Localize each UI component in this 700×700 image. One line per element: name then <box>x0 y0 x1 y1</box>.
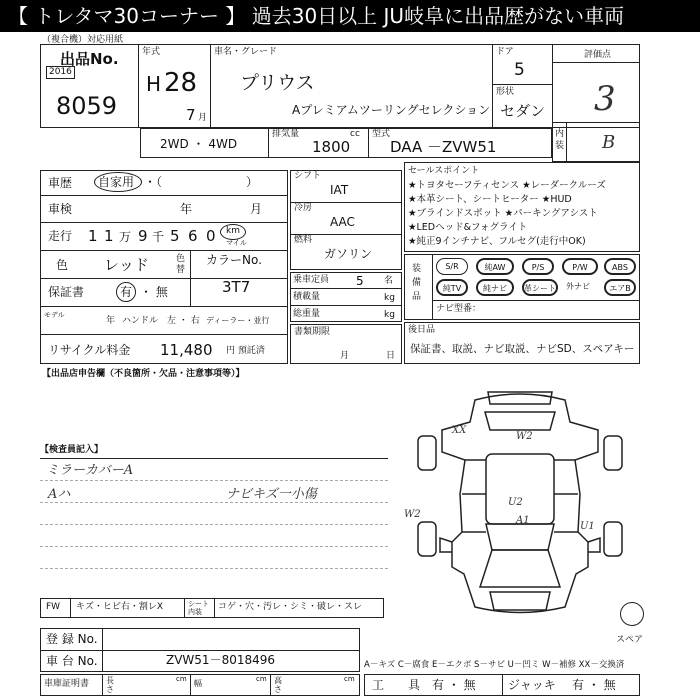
inspection-label: 車検 <box>48 202 73 216</box>
color-label: 色 <box>56 258 69 272</box>
tools-value: 有 ・ 無 <box>432 678 476 692</box>
history-label: 車歴 <box>48 176 73 190</box>
lot-number: 8059 <box>56 92 118 120</box>
drive-type: 2WD ・ 4WD <box>160 137 238 151</box>
model-code-label: 型式 <box>372 129 391 139</box>
diagram-mark-a1: A1 <box>516 515 530 526</box>
recycle-label: リサイクル料金 <box>48 343 131 357</box>
dim-height: 高さ <box>274 676 282 694</box>
mileage-d3: 9 <box>138 227 148 245</box>
lot-label: 出品No. <box>60 50 119 68</box>
chassis-label: 車 台 No. <box>46 654 98 668</box>
dealer-label: ディーラー・並行 <box>206 316 270 325</box>
sales-line-5: ★純正9インチナビ、フルセグ(走行中OK) <box>408 236 586 247</box>
model-change-year: 年 <box>106 316 116 326</box>
ac-label: 冷房 <box>294 203 313 213</box>
shift-value: IAT <box>330 183 349 197</box>
fw-label: FW <box>46 602 61 612</box>
recycle-unit: 円 預託済 <box>226 346 265 356</box>
interior-value: B <box>602 132 616 153</box>
diagram-mark-u1: U1 <box>580 521 595 532</box>
interior-label: 内装 <box>555 129 565 151</box>
load-unit: kg <box>384 293 395 303</box>
handle-label: ハンドル 左 ・ 右 <box>122 316 200 326</box>
ac-value: AAC <box>330 215 355 229</box>
mileage-sen: 千 <box>152 230 165 244</box>
damage-legend: A－キズ C－腐食 E－エクボ S－サビ U－凹ミ W－補修 XX－交換済 <box>364 660 625 670</box>
accessories-label: 後日品 <box>408 325 436 335</box>
diagram-mark-w2-rear: W2 <box>516 431 533 442</box>
weight-label: 総重量 <box>293 309 321 319</box>
month-unit: 月 <box>198 113 208 123</box>
inspection-note-1: ミラーカバーA <box>46 463 134 478</box>
recycle-value: 11,480 <box>160 341 213 359</box>
warranty-label: 保証書 <box>48 285 85 299</box>
body-value: セダン <box>500 102 546 120</box>
doc-month: 月 <box>340 351 350 361</box>
inspection-note-2: Aハ <box>48 487 71 502</box>
color-no-label: カラーNo. <box>206 253 262 267</box>
accessories-value: 保証書、取説、ナビ取説、ナビSD、スペアキー <box>410 343 635 355</box>
model-code: DAA －ZVW51 <box>390 138 497 156</box>
mileage-d4: 5 <box>170 227 180 245</box>
dim-unit-3: cm <box>344 675 355 683</box>
garage-cert-label: 車庫証明書 <box>44 679 90 689</box>
sales-line-1: ★トヨタセーフティセンス ★レーダークルーズ <box>408 180 606 191</box>
equip-power-steering: P/S <box>522 258 554 275</box>
dim-unit-1: cm <box>176 675 187 683</box>
load-label: 積載量 <box>293 292 321 302</box>
inspection-note-3: ナビキズ一小傷 <box>226 487 317 502</box>
model-label: 車名・グレード <box>214 47 278 57</box>
mileage-unit-mile: マイル <box>226 239 247 247</box>
warranty-yes: 有 <box>120 285 133 299</box>
history-rest: ・（ ） <box>144 175 259 189</box>
sales-title: セールスポイント <box>408 166 480 176</box>
doc-label: 書類期限 <box>294 327 331 337</box>
door-label: ドア <box>496 47 514 57</box>
score-label: 評価点 <box>584 50 612 60</box>
dim-unit-2: cm <box>256 675 267 683</box>
fuel-label: 燃料 <box>294 235 313 245</box>
spare-label: スペア <box>616 635 644 645</box>
door-value: 5 <box>514 60 525 80</box>
capacity-value: 5 <box>356 274 364 288</box>
tools-label: 工 具 <box>372 678 421 692</box>
capacity-label: 乗車定員 <box>293 275 330 285</box>
color-no: 3T7 <box>222 278 251 296</box>
dim-length: 長さ <box>106 676 114 694</box>
mileage-label: 走行 <box>48 229 73 243</box>
color-value: レッド <box>104 256 149 274</box>
history-value: 自家用 <box>98 175 135 189</box>
diagram-mark-u2: U2 <box>508 497 523 508</box>
grade: Aプレミアムツーリングセレクション <box>292 103 491 117</box>
diagram-mark-w2-side: W2 <box>404 509 421 520</box>
mileage-man: 万 <box>119 230 132 244</box>
score-value: 3 <box>594 79 616 119</box>
year-value: 28 <box>164 68 198 98</box>
jack-value: 有 ・ 無 <box>572 678 616 692</box>
banner <box>0 0 700 32</box>
equip-navi: 純ナビ <box>476 279 514 296</box>
month-value: 7 <box>186 106 196 124</box>
sales-line-4: ★LEDヘッド&フォグライト <box>408 222 528 233</box>
form-note: （複合機）対応用紙 <box>42 35 124 45</box>
color-change: 色替 <box>176 254 186 275</box>
equip-sunroof: S/R <box>436 258 468 275</box>
lot-year-tag: 2016 <box>46 66 75 79</box>
inspection-title: 【検査員記入】 <box>40 445 104 455</box>
equip-abs: ABS <box>604 258 636 275</box>
body-label: 形状 <box>496 87 515 97</box>
shift-label: シフト <box>294 171 322 181</box>
model-change-label: モデル <box>44 311 65 319</box>
displacement-unit: cc <box>350 129 360 139</box>
fuel-value: ガソリン <box>324 247 373 261</box>
inspection-month: 月 <box>250 202 263 216</box>
dim-width: 幅 <box>194 679 202 688</box>
sales-line-2: ★本革シート、シートヒーター ★HUD <box>408 194 572 205</box>
warranty-no: ・ 無 <box>140 285 168 299</box>
seat-text: コゲ・穴・汚レ・シミ・破レ・スレ <box>218 602 363 612</box>
equip-airbag: エアB <box>604 279 636 296</box>
mileage-unit-km: km <box>226 226 240 236</box>
equip-alloy-wheels: 純AW <box>476 258 514 275</box>
equip-tv: 純TV <box>436 279 468 296</box>
navi-model-label: ナビ型番： <box>436 304 482 314</box>
weight-unit: kg <box>384 310 395 320</box>
mileage-d1: 1 <box>88 227 98 245</box>
banner-text: 【 トレタマ30コーナー 】 過去30日以上 JU岐阜に出品歴がない車両 <box>8 4 625 28</box>
equip-aftermarket-navi: 外ナビ <box>566 282 590 291</box>
displacement-value: 1800 <box>312 138 351 156</box>
sales-line-3: ★ブラインドスポット ★パーキングアシスト <box>408 208 598 219</box>
model-name: プリウス <box>240 72 315 94</box>
fw-text: キズ・ヒビ右・割レX <box>76 602 163 612</box>
doc-day: 日 <box>386 351 396 361</box>
displacement-label: 排気量 <box>272 129 300 139</box>
mileage-d2: 1 <box>104 227 114 245</box>
diagram-mark-xx: XX <box>452 425 467 436</box>
mileage-d5: 6 <box>188 227 198 245</box>
inspection-year: 年 <box>180 202 193 216</box>
equip-leather: 革シート <box>522 279 558 296</box>
declaration-title: 【出品店申告欄（不良箇所・欠品・注意事項等）】 <box>42 369 245 379</box>
capacity-unit: 名 <box>384 276 394 286</box>
year-label: 年式 <box>142 47 161 57</box>
mileage-d6: 0 <box>206 227 216 245</box>
chassis-value: ZVW51－8018496 <box>166 653 276 667</box>
equipment-label: 装備品 <box>412 264 422 302</box>
jack-label: ジャッキ <box>508 678 556 692</box>
equip-power-windows: P/W <box>562 258 598 275</box>
registration-label: 登 録 No. <box>46 632 98 646</box>
year-era: H <box>146 72 162 96</box>
seat-label: シート内装 <box>188 600 209 616</box>
